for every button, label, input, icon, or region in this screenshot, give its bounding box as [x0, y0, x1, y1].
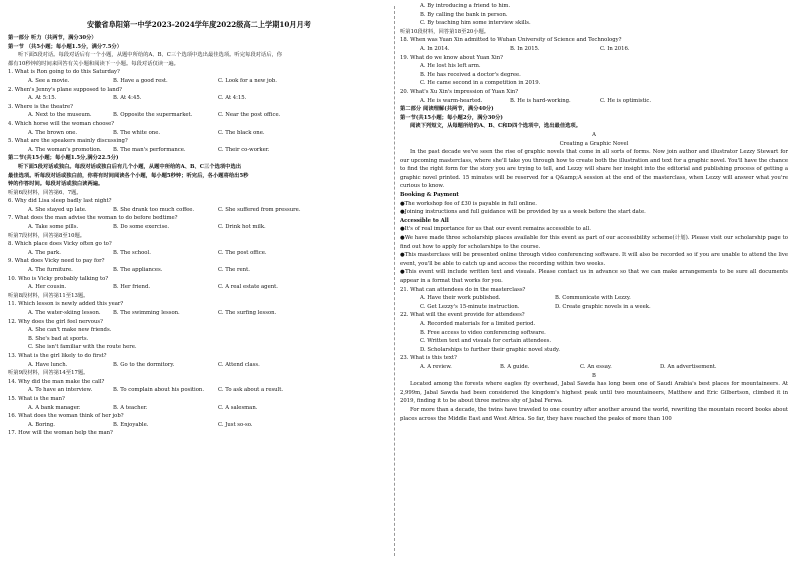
right-column: [400, 0, 788, 562]
section1-heading: 第一节 （共5小题；每小题1.5分，满分7.5分）: [8, 43, 123, 50]
option-c[interactable]: C. She suffered from pressure.: [218, 206, 301, 213]
option-a[interactable]: A. The park.: [28, 249, 61, 256]
part2-section1-heading: 第一节(共15小题；每小题2分，满分30分): [400, 114, 503, 121]
question-text: 18. When was Yuan Xin admitted to Wuhan University of Science and Technology?: [400, 37, 622, 44]
option-a[interactable]: A. The woman's promotion.: [28, 146, 102, 153]
option-a[interactable]: A. To have an interview.: [28, 387, 93, 394]
option-b[interactable]: B. Go to the dormitory.: [113, 361, 175, 368]
question-options: [8, 206, 390, 215]
question-text: 10. Who is Vicky probably talking to?: [8, 275, 109, 282]
question-text: 12. Why does the girl feel nervous?: [8, 318, 103, 325]
question-text: 16. What does the woman think of her job?: [8, 413, 124, 420]
option-b[interactable]: B. The appliances.: [113, 267, 163, 274]
part1-heading: 第一部分 听力（共两节，满分30分）: [8, 35, 97, 41]
booking-item: ●Joining instructions and full guidance will be provided by us a week before the start date.: [400, 209, 646, 216]
option-a[interactable]: A. At 5:15.: [28, 95, 57, 102]
option-b[interactable]: B. Communicate with Lezzy.: [555, 295, 631, 302]
listen-instruction: 听第8段材料，回答第11至13题。: [8, 292, 89, 299]
option-c[interactable]: C. Drink hot milk.: [218, 224, 266, 231]
option-a[interactable]: A. She can't make new friends.: [28, 327, 112, 334]
option-a[interactable]: A. See a movie.: [28, 77, 70, 84]
access-item: ●It's of real importance for us that our event remains accessible to all.: [400, 226, 591, 233]
question-options: [8, 361, 390, 370]
listen-instruction: 听第7段材料，回答第8至10题。: [8, 232, 86, 239]
question-text: 11. Which lesson is newly added this year?: [8, 301, 124, 308]
question-options: [8, 421, 390, 430]
question-text: 3. Where is the theatre?: [8, 103, 74, 110]
passage-a-letter: A: [592, 131, 596, 138]
option-c[interactable]: C. The surfing lesson.: [218, 310, 277, 316]
question-text: 15. What is the man?: [8, 395, 65, 402]
question-options: [8, 249, 390, 258]
option-b[interactable]: B. The swimming lesson.: [113, 310, 180, 316]
question-options: [8, 94, 390, 103]
option-b[interactable]: B. He is hard-working.: [510, 97, 571, 104]
option-c[interactable]: C. She isn't familiar with the route here.: [28, 344, 137, 351]
option-c[interactable]: C. Attend class.: [218, 361, 260, 368]
option-d[interactable]: D. Scholarships to further their graphic novel study.: [420, 346, 560, 353]
option-b[interactable]: B. To complain about his position.: [113, 387, 205, 394]
question-options: [400, 97, 788, 106]
option-a[interactable]: A. By introducing a friend to him.: [420, 3, 511, 9]
left-question-list: [8, 68, 390, 154]
passage-b-paragraph: Located among the forests where eagles fly overhead, Jabal Sawda has long been one of Saudi Arabia's best places for mountaineers. At 2,999m, Jabal Sawda had been considered the kingdom's highest peak until two mountaineers, Matthew and Eric Gilbertson, climbed it in 2019, finding it to be about three metres shy of Jabal Ferwa.: [400, 381, 788, 405]
question-options: [8, 129, 390, 138]
option-b[interactable]: B. In 2015.: [510, 45, 540, 52]
question-text: 1. What is Ron going to do this Saturday?: [8, 69, 120, 76]
option-a[interactable]: A. She stayed up late.: [28, 206, 87, 213]
section2-instruction-1: 听下面5段对话或独白。每段对话或独白后有几个小题，从题中所给的A、B、C三个选项中选出: [18, 163, 242, 170]
question-text: 13. What is the girl likely to do first?: [8, 352, 107, 359]
question-text: 8. Which place does Vicky often go to?: [8, 241, 112, 248]
question-options: [8, 404, 390, 413]
section1-instruction-1: 听下面5段对话。每段对话后有一个小题，从题中所给的A、B、C三个选项中选出最佳选项。听完每段对话后，你: [18, 52, 283, 59]
option-c[interactable]: C. The black one.: [218, 129, 265, 136]
listen-instruction: 听第6段材料，回答第6、7题。: [8, 189, 82, 196]
question-text: 2. When's Jenny's plane supposed to land?: [8, 86, 122, 93]
question-options: [8, 309, 390, 318]
option-b[interactable]: B. Enjoyable.: [113, 421, 149, 428]
question-text: 19. What do we know about Yuan Xin?: [400, 54, 503, 61]
question-text: 22. What will the event provide for attendees?: [400, 312, 525, 319]
part2-heading: 第二部分 阅读理解(共两节，满分40分): [400, 106, 494, 113]
option-a[interactable]: A. A review.: [420, 363, 452, 370]
question-options: [400, 294, 788, 303]
option-b[interactable]: B. The school.: [113, 249, 151, 256]
section2-instruction-2: 最佳选项。听每段对话或独白前，你将有时间阅读各个小题，每小题5秒钟；听完后，各小题将给出5秒: [8, 172, 249, 179]
option-a[interactable]: A. Have their work published.: [420, 295, 501, 302]
option-d[interactable]: D. An advertisement.: [660, 363, 717, 370]
question-options: [8, 266, 390, 275]
question-text: 14. Why did the man make the call?: [8, 378, 105, 385]
question-text: 20. What's Xu Xin's impression of Yuan Xin?: [400, 88, 519, 95]
question-options: [8, 283, 390, 292]
option-c[interactable]: C. A salesman.: [218, 404, 258, 411]
question-text: 23. What is this text?: [400, 355, 457, 362]
option-b[interactable]: B. She drank too much coffee.: [113, 206, 195, 213]
passage-b-letter: B: [592, 372, 596, 379]
option-a[interactable]: A. Recorded materials for a limited period.: [420, 320, 536, 327]
section2-heading: 第二节(共15小题；每小题1.5分,满分22.5分): [8, 155, 119, 162]
page-title: 安徽省阜阳第一中学2023-2024学年度2022级高二上学期10月月考: [87, 20, 311, 29]
question-options: [8, 111, 390, 120]
option-c[interactable]: C. Near the post office.: [218, 112, 281, 119]
question-options: [8, 223, 390, 232]
option-b[interactable]: B. Free access to video conferencing software.: [420, 329, 546, 336]
passage-b-paragraph: For more than a decade, the twins have traveled to one country after another around the world, rewriting the mountain record books about places across the Middle East and West Africa. So far, they have reached the peaks of more than 100: [400, 406, 788, 422]
option-c[interactable]: C. Their co-worker.: [218, 146, 270, 153]
option-b[interactable]: B. Her friend.: [113, 284, 151, 291]
option-c[interactable]: C. Look for a new job.: [218, 77, 277, 84]
access-item: ●This event will include written text and visuals. Please contact us in advance so that we can make arrangements to be sure all documents appear in a format that works for you.: [400, 269, 788, 284]
option-d[interactable]: D. Create graphic novels in a week.: [555, 303, 651, 310]
question-options: [8, 77, 390, 86]
left-column: [8, 0, 390, 562]
question-options: [400, 303, 788, 312]
question-text: 5. What are the speakers mainly discussing?: [8, 138, 128, 145]
option-a[interactable]: A. The water-skiing lesson.: [28, 310, 101, 316]
access-item: ●This masterclass will be presented online through video conferencing software. It will also be recorded so if you are unable to attend the live event, you'll be able to catch up and access the recording within two weeks.: [400, 252, 788, 267]
option-c[interactable]: C. He came second in a competition in 2019.: [420, 80, 541, 87]
question-options: [400, 363, 788, 372]
question-text: 9. What does Vicky need to pay for?: [8, 258, 105, 265]
option-c[interactable]: C. In 2016.: [600, 45, 630, 52]
option-c[interactable]: C. A real estate agent.: [218, 284, 278, 291]
option-c[interactable]: C. The post office.: [218, 249, 267, 256]
option-a[interactable]: A. Boring.: [28, 421, 55, 428]
option-b[interactable]: B. Do some exercise.: [113, 224, 170, 231]
option-c[interactable]: C. At 4:15.: [218, 95, 247, 102]
option-a[interactable]: A. In 2014.: [420, 45, 450, 52]
question-options: [8, 386, 390, 395]
option-b[interactable]: B. A guide.: [500, 363, 530, 370]
question-text: 21. What can attendees do in the masterclass?: [400, 286, 526, 293]
part2-instruction: 阅读下列短文，从每题所给的A、B、C和D四个选项中，选出最佳选项。: [410, 123, 582, 130]
option-b[interactable]: B. He has received a doctor's degree.: [420, 71, 521, 78]
question-text: 17. How will the woman help the man?: [8, 430, 113, 437]
option-c[interactable]: C. To ask about a result.: [218, 387, 284, 394]
column-divider: [394, 6, 395, 556]
question-text: 7. What does the man advise the woman to do before bedtime?: [8, 215, 178, 222]
passage-a-title: Creating a Graphic Novel: [559, 140, 629, 147]
option-b[interactable]: B. The man's performance.: [113, 146, 186, 153]
option-b[interactable]: B. At 4:45.: [113, 95, 142, 102]
passage-a-paragraph: In the past decade we've seen the rise of graphic novels that come in all sorts of forms. Now join author and illustrator Lezzy Stewart for our upcoming masterclass, where she'll take you through how to create both the illustration and text for a graphic novel. You'll have the chance to find the right form for the story you are trying to tell, and Lezzy will share her insight into the editorial and publishing process of getting a graphic novel printed. 15 minutes will be reserved for a Q&amp;A session at the end of the masterclass, when Lezzy will answer what you're curious to know.: [400, 149, 788, 190]
option-a[interactable]: A. A bank manager.: [28, 404, 81, 411]
option-c[interactable]: C. Just so-so.: [218, 421, 253, 428]
option-a[interactable]: A. Her cousin.: [28, 284, 67, 291]
option-a[interactable]: A. Have lunch.: [28, 361, 68, 368]
section2-instruction-3: 钟的作答时间。每段对话或独白读两遍。: [8, 181, 104, 188]
booking-heading: Booking & Payment: [400, 192, 459, 199]
option-a[interactable]: A. The furniture.: [28, 267, 73, 274]
access-item: ●We have made three scholarship places available for this event as part of our accessibility scheme(计划). Please visit our scholarship page to find out how to apply for scholarships to the course.: [400, 235, 788, 250]
option-c[interactable]: C. He is optimistic.: [600, 97, 652, 104]
section1-instruction-2: 都有10秒钟的时间来回答有关小题和阅读下一小题。每段对话仅读一遍。: [8, 60, 179, 67]
option-c[interactable]: C. The rent.: [218, 267, 250, 274]
option-c[interactable]: C. By teaching him some interview skills.: [420, 20, 531, 27]
option-a[interactable]: A. Next to the museum.: [28, 112, 92, 119]
question-options: [400, 45, 788, 54]
option-a[interactable]: A. He lost his left arm.: [420, 63, 481, 70]
access-heading: Accessible to All: [400, 217, 449, 224]
option-a[interactable]: A. The brown one.: [28, 129, 78, 136]
question-text: 6. Why did Lisa sleep badly last night?: [8, 198, 112, 205]
option-c[interactable]: C. An essay.: [580, 363, 612, 370]
option-c[interactable]: C. Written text and visuals for certain attendees.: [420, 338, 552, 345]
listen-instruction: 听第9段材料，回答第14至17题。: [8, 370, 89, 377]
question-options: [8, 146, 390, 155]
listen-instruction: 听第10段材料，回答第18至20小题。: [400, 28, 490, 35]
option-b[interactable]: B. Opposite the supermarket.: [113, 112, 193, 119]
option-b[interactable]: B. The white one.: [113, 129, 161, 136]
option-c[interactable]: C. Get Lezzy's 15-minute instruction.: [420, 303, 520, 310]
option-b[interactable]: B. Have a good rest.: [113, 77, 168, 84]
option-a[interactable]: A. He is warm-hearted.: [420, 97, 483, 104]
question-text: 4. Which horse will the woman choose?: [8, 120, 115, 127]
option-b[interactable]: B. By calling the bank in person.: [420, 11, 508, 18]
option-b[interactable]: B. A teacher.: [113, 404, 148, 411]
option-a[interactable]: A. Take some pills.: [28, 224, 79, 231]
option-b[interactable]: B. She's bad at sports.: [28, 335, 89, 342]
booking-item: ●The workshop fee of £30 is payable in full online.: [400, 200, 537, 207]
